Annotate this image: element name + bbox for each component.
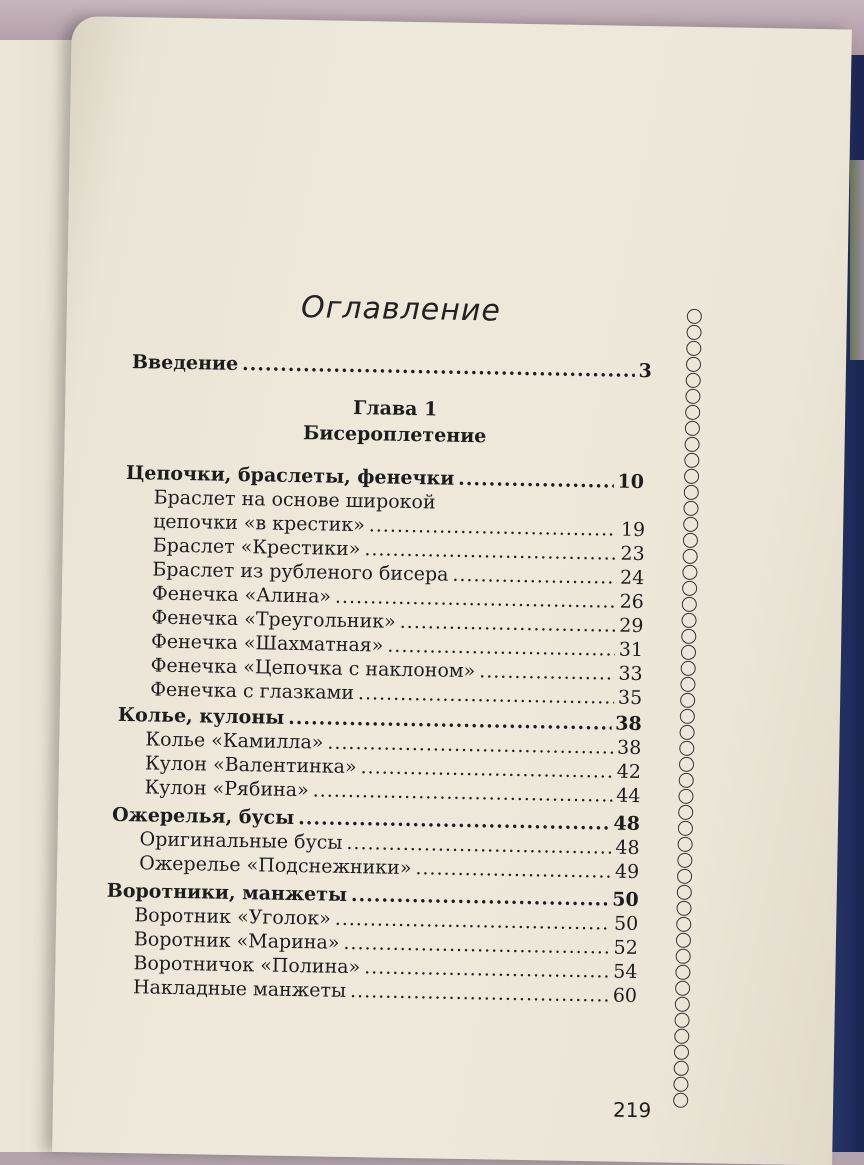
bead-icon bbox=[685, 389, 700, 404]
bead-icon bbox=[679, 773, 694, 788]
toc-page: 26 bbox=[619, 590, 645, 614]
bead-icon bbox=[675, 997, 690, 1012]
toc-page: 24 bbox=[619, 566, 645, 590]
bead-icon bbox=[682, 581, 697, 596]
toc-label: Фенечка «Треугольник» bbox=[151, 606, 396, 633]
bead-icon bbox=[680, 693, 695, 708]
toc-page: 29 bbox=[619, 614, 644, 638]
toc-label: Накладные манжеты bbox=[132, 976, 347, 1002]
bead-icon bbox=[685, 421, 700, 436]
bead-icon bbox=[678, 789, 693, 804]
bead-icon bbox=[679, 757, 694, 772]
bead-icon bbox=[679, 725, 694, 740]
toc-page: 48 bbox=[613, 812, 641, 836]
bead-icon bbox=[681, 661, 696, 676]
toc-label: Кулон «Рябина» bbox=[144, 776, 309, 802]
leader-dots bbox=[452, 563, 616, 590]
toc-label: Колье, кулоны bbox=[117, 703, 285, 729]
toc-label: Кулон «Валентинка» bbox=[144, 752, 357, 779]
toc-page: 54 bbox=[613, 960, 638, 984]
toc-page: 33 bbox=[618, 662, 643, 686]
toc-label: Воротники, манжеты bbox=[106, 879, 348, 906]
bead-icon bbox=[686, 357, 701, 372]
toc-page: 50 bbox=[612, 888, 639, 912]
bead-icon bbox=[679, 741, 694, 756]
bead-icon bbox=[687, 309, 702, 324]
toc-page: 23 bbox=[620, 542, 645, 566]
toc-page: 42 bbox=[616, 760, 642, 784]
leader-dots bbox=[415, 856, 611, 883]
leader-dots bbox=[242, 352, 635, 383]
bead-icon bbox=[673, 1093, 688, 1108]
toc-label: Фенечка «Алина» bbox=[151, 582, 332, 608]
toc-page: 50 bbox=[613, 912, 639, 936]
bead-icon bbox=[678, 821, 693, 836]
bead-icon bbox=[677, 853, 692, 868]
bead-icon bbox=[684, 485, 699, 500]
toc-page: 52 bbox=[613, 936, 639, 960]
bead-icon bbox=[682, 565, 697, 580]
bead-icon bbox=[678, 837, 693, 852]
toc-page: 38 bbox=[616, 736, 642, 760]
toc-page: 44 bbox=[616, 784, 641, 808]
toc-label: Браслет «Крестики» bbox=[152, 534, 361, 561]
bead-icon bbox=[675, 965, 690, 980]
toc-label: Фенечка с глазками bbox=[150, 678, 355, 705]
bead-icon bbox=[686, 373, 701, 388]
toc-page: 35 bbox=[617, 686, 643, 710]
toc-label: Браслет из рубленого бисера bbox=[152, 558, 449, 586]
toc-label: Воротничок «Полина» bbox=[133, 952, 361, 979]
leader-dots bbox=[358, 681, 614, 709]
decorative-bead-chain bbox=[673, 309, 707, 1109]
page-title: Оглавление bbox=[300, 290, 502, 329]
page-number: 219 bbox=[612, 1097, 652, 1123]
bead-icon bbox=[683, 549, 698, 564]
toc-page: 49 bbox=[614, 860, 640, 884]
toc-label: Ожерелья, бусы bbox=[111, 803, 295, 829]
bead-icon bbox=[678, 805, 693, 820]
toc-item: Браслет на основе широкой bbox=[153, 486, 436, 514]
bead-icon bbox=[673, 1077, 688, 1092]
toc-label: цепочки «в крестик» bbox=[152, 510, 366, 537]
bead-icon bbox=[676, 917, 691, 932]
leader-dots bbox=[350, 979, 609, 1008]
bead-icon bbox=[685, 405, 700, 420]
toc-page: 3 bbox=[638, 359, 653, 383]
bead-icon bbox=[684, 437, 699, 452]
bead-icon bbox=[686, 325, 701, 340]
toc-label: Колье «Камилла» bbox=[145, 728, 324, 754]
bead-icon bbox=[677, 869, 692, 884]
bead-icon bbox=[676, 901, 691, 916]
bead-icon bbox=[684, 453, 699, 468]
toc-page: 10 bbox=[617, 470, 645, 494]
bead-icon bbox=[681, 645, 696, 660]
toc-label: Воротник «Марина» bbox=[133, 928, 340, 954]
bead-icon bbox=[682, 597, 697, 612]
toc-label: Воротник «Уголок» bbox=[134, 904, 331, 930]
toc-label: Ожерелье «Подснежники» bbox=[139, 852, 412, 880]
toc-page: 31 bbox=[618, 638, 644, 662]
bead-icon bbox=[683, 533, 698, 548]
bead-icon bbox=[675, 981, 690, 996]
bead-icon bbox=[676, 933, 691, 948]
bead-icon bbox=[680, 709, 695, 724]
bead-icon bbox=[676, 949, 691, 964]
leader-dots bbox=[313, 778, 613, 807]
bead-icon bbox=[686, 341, 701, 356]
bead-icon bbox=[680, 677, 695, 692]
chapter-subtitle: Бисероплетение bbox=[302, 422, 487, 448]
toc-label: Введение bbox=[131, 351, 239, 375]
chapter-label: Глава 1 bbox=[352, 396, 438, 421]
toc-page: 19 bbox=[620, 518, 646, 542]
bead-icon bbox=[683, 517, 698, 532]
background-plant bbox=[850, 160, 864, 360]
leader-dots bbox=[458, 467, 614, 494]
toc-label: Фенечка «Шахматная» bbox=[150, 630, 384, 657]
toc-entry-intro bbox=[132, 350, 652, 383]
bead-icon bbox=[677, 885, 692, 900]
bead-icon bbox=[681, 629, 696, 644]
bead-icon bbox=[674, 1045, 689, 1060]
toc-page: 48 bbox=[615, 836, 640, 860]
right-page bbox=[52, 16, 852, 1165]
bead-icon bbox=[674, 1029, 689, 1044]
bead-icon bbox=[683, 501, 698, 516]
toc-label: Фенечка «Цепочка с наклоном» bbox=[150, 654, 476, 683]
toc-page: 60 bbox=[612, 984, 638, 1008]
toc-page: 38 bbox=[615, 712, 642, 736]
leader-dots bbox=[479, 659, 615, 685]
bead-icon bbox=[681, 613, 696, 628]
toc-label: Оригинальные бусы bbox=[139, 828, 343, 854]
bead-icon bbox=[674, 1013, 689, 1028]
bead-icon bbox=[684, 469, 699, 484]
bead-icon bbox=[674, 1061, 689, 1076]
toc-label: Цепочки, браслеты, фенечки bbox=[125, 462, 455, 490]
